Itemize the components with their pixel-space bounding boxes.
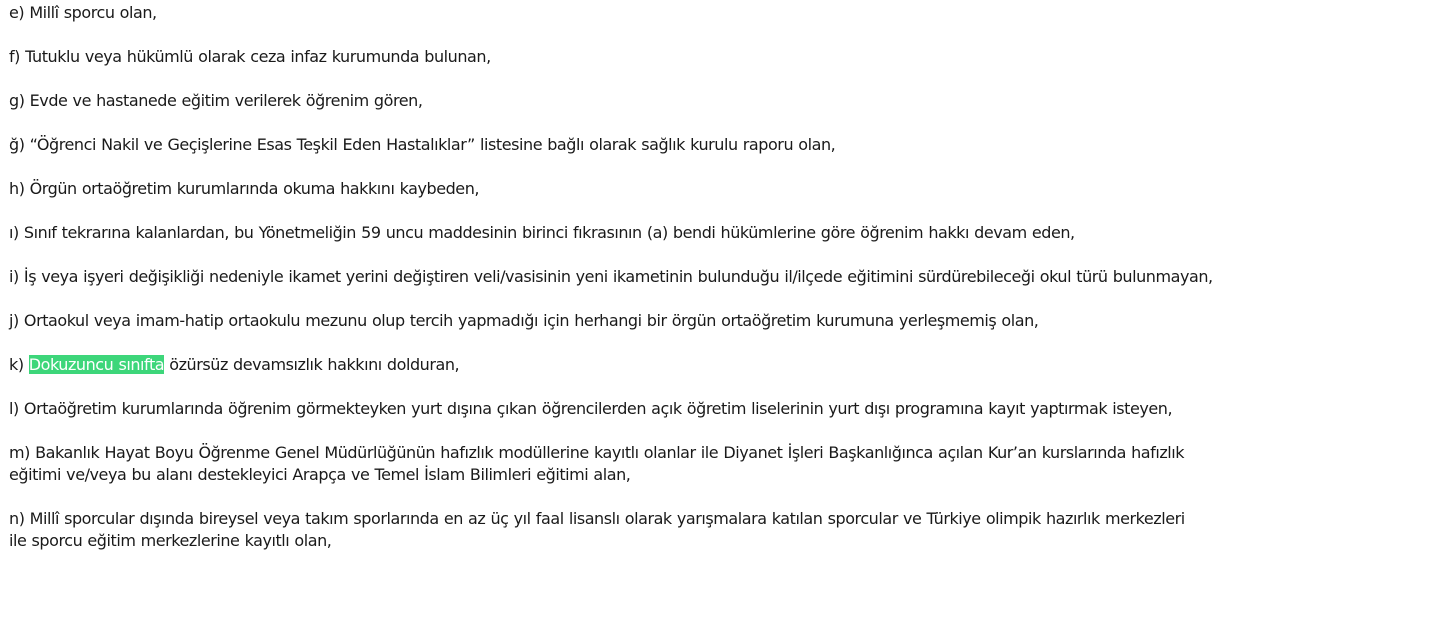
paragraph-k — [9, 354, 1239, 376]
paragraph-g: g) Evde ve hastanede eğitim verilerek öğrenim gören, — [9, 91, 423, 110]
paragraph-j: j) Ortaokul veya imam-hatip ortaokulu mezunu olup tercih yapmadığı için herhangi bir örgün ortaöğretim kurumuna yerleşmemiş olan, — [9, 311, 1039, 330]
paragraph-f: f) Tutuklu veya hükümlü olarak ceza infaz kurumunda bulunan, — [9, 47, 491, 66]
paragraph-k-suffix: özürsüz devamsızlık hakkını dolduran, — [164, 355, 460, 374]
paragraph-i-dotless: ı) Sınıf tekrarına kalanlardan, bu Yönetmeliğin 59 uncu maddesinin birinci fıkrasının (a) bendi hükümlerine göre öğrenim hakkı devam eden, — [9, 223, 1075, 242]
paragraph-h: h) Örgün ortaöğretim kurumlarında okuma hakkını kaybeden, — [9, 179, 480, 198]
search-highlight: Dokuzuncu sınıfta — [28, 355, 165, 374]
paragraph-i: i) İş veya işyeri değişikliği nedeniyle ikamet yerini değiştiren veli/vasisinin yeni ikametinin bulunduğu il/ilçede eğitimini sürdürebileceği okul türü bulunmayan, — [9, 267, 1213, 286]
document-body — [9, 2, 1239, 574]
paragraph-gh: ğ) “Öğrenci Nakil ve Geçişlerine Esas Teşkil Eden Hastalıklar” listesine bağlı olarak sağlık kurulu raporu olan, — [9, 135, 836, 154]
paragraph-e: e) Millî sporcu olan, — [9, 3, 157, 22]
paragraph-n: n) Millî sporcular dışında bireysel veya takım sporlarında en az üç yıl faal lisanslı olarak yarışmalara katılan sporcular ve Türkiye olimpik hazırlık merkezleri ile sporcu eğitim merkezlerine kayıtlı olan, — [9, 509, 1185, 550]
paragraph-m: m) Bakanlık Hayat Boyu Öğrenme Genel Müdürlüğünün hafızlık modüllerine kayıtlı olanlar ile Diyanet İşleri Başkanlığınca açılan Kur’an kurslarında hafızlık eğitimi ve/veya bu alanı destekleyici Arapça ve Temel İslam Bilimleri eğitimi alan, — [9, 443, 1185, 484]
paragraph-l: l) Ortaöğretim kurumlarında öğrenim görmekteyken yurt dışına çıkan öğrencilerden açık öğretim liselerinin yurt dışı programına kayıt yaptırmak isteyen, — [9, 399, 1173, 418]
paragraph-k-prefix: k) — [9, 355, 29, 374]
